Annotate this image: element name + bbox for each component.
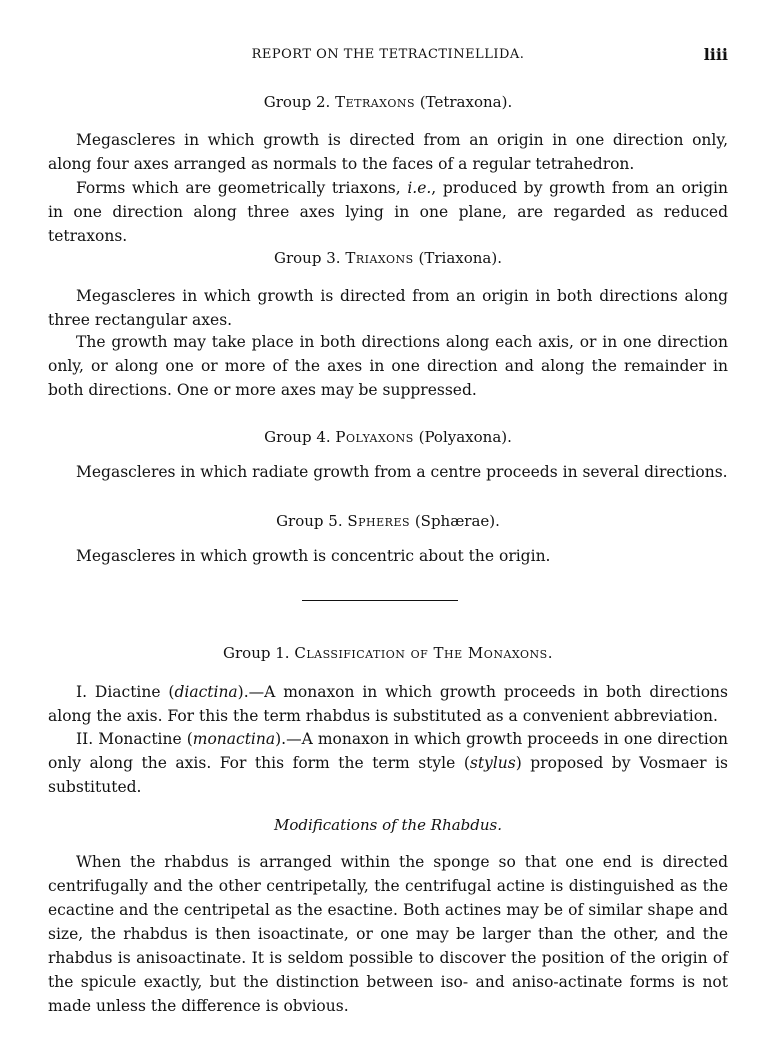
group5-paragraph-1: Megascleres in which growth is concentric about the origin. [76, 547, 551, 565]
group5-heading: Group 5. Spheres (Sphærae). [276, 512, 500, 530]
group3-heading: Group 3. Triaxons (Triaxona). [274, 249, 502, 267]
page-number: liii [703, 45, 728, 64]
running-head [48, 47, 728, 71]
group3-paragraph-1: Megascleres in which growth is directed from an origin in both directions along three rectangular axes. [48, 287, 728, 329]
group4-paragraph-1: Megascleres in which radiate growth from a centre proceeds in several directions. [76, 463, 728, 481]
monaxons-heading: Group 1. Classification of The Monaxons. [223, 644, 553, 662]
diactine-paragraph: I. Diactine (diactina).—A monaxon in which growth proceeds in both directions along the axis. For this the term rhabdus is substituted as a convenient abbreviation. [48, 683, 728, 725]
group4-heading: Group 4. Polyaxons (Polyaxona). [264, 428, 512, 446]
monactine-paragraph: II. Monactine (monactina).—A monaxon in which growth proceeds in one direction only along the axis. For this form the term style (stylus) proposed by Vosmaer is substituted. [48, 730, 729, 796]
modifications-paragraph: When the rhabdus is arranged within the sponge so that one end is directed centrifugally and the other centripetally, the centrifugal actine is distinguished as the ecactine and the centripetal as the esactine. Both actines may be of similar shape and size, the rhabdus is then isoactinate, or one may be larger than the other, and the rhabdus is anisoactinate. It is seldom possible to discover the position of the origin of the spicule exactly, but the distinction between iso- and aniso-actinate forms is not made unless the difference is obvious. [48, 853, 728, 1015]
section-divider [302, 600, 458, 601]
group2-heading: Group 2. Tetraxons (Tetraxona). [263, 93, 513, 111]
running-title: REPORT ON THE TETRACTINELLIDA. [251, 47, 525, 62]
modifications-heading: Modifications of the Rhabdus. [273, 816, 503, 834]
group2-paragraph-2: Forms which are geometrically triaxons, i.e., produced by growth from an origin in one direction along three axes lying in one plane, are regarded as reduced tetraxons. [48, 179, 729, 245]
group3-paragraph-2: The growth may take place in both directions along each axis, or in one direction only, or along one or more of the axes in one direction and along the remainder in both directions. One or more axes may be suppressed. [48, 333, 728, 399]
group2-paragraph-1: Megascleres in which growth is directed from an origin in one direction only, along four axes arranged as normals to the faces of a regular tetrahedron. [48, 131, 728, 173]
